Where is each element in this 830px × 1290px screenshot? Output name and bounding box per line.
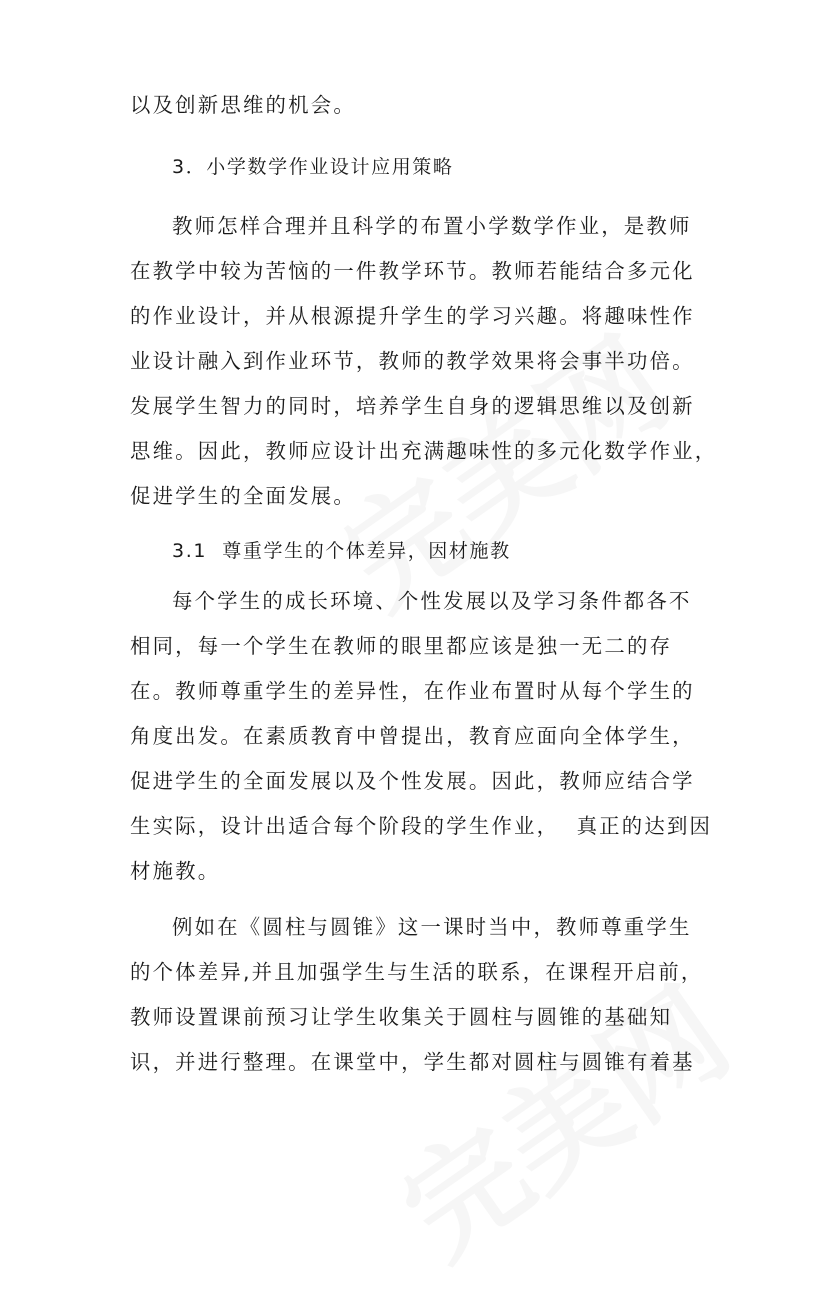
text-line: 识，并进行整理。在课堂中，学生都对圆柱与圆锥有着基 (130, 1050, 695, 1074)
text-line: 的作业设计，并从根源提升学生的学习兴趣。将趣味性作 (130, 304, 695, 328)
text-line: 生实际，设计出适合每个阶段的学生作业， 真正的达到因 (130, 814, 713, 838)
text-line: 相同，每一个学生在教师的眼里都应该是独一无二的存 (130, 634, 673, 658)
text-line: 促进学生的全面发展以及个性发展。因此，教师应结合学 (130, 769, 695, 793)
text-line: 在。教师尊重学生的差异性，在作业布置时从每个学生的 (130, 679, 695, 703)
text-line: 每个学生的成长环境、个性发展以及学习条件都各不 (172, 589, 692, 613)
subsection-heading: 3.1 尊重学生的个体差异，因材施教 (172, 540, 511, 562)
text-line: 业设计融入到作业环节，教师的教学效果将会事半功倍。 (130, 349, 695, 373)
text-line: 教师设置课前预习让学生收集关于圆柱与圆锥的基础知 (130, 1005, 673, 1029)
text-line: 的个体差异,并且加强学生与生活的联系，在课程开启前， (130, 960, 704, 984)
text-line: 在教学中较为苦恼的一件教学环节。教师若能结合多元化 (130, 259, 695, 283)
watermark (303, 292, 697, 639)
text-line: 促进学生的全面发展。 (130, 484, 356, 508)
text-line: 教师怎样合理并且科学的布置小学数学作业，是教师 (172, 214, 692, 238)
text-line: 材施教。 (130, 859, 221, 883)
watermark (363, 942, 757, 1289)
text-line: 以及创新思维的机会。 (130, 93, 356, 117)
text-line: 角度出发。在素质教育中曾提出，教育应面向全体学生， (130, 724, 695, 748)
section-heading: 3．小学数学作业设计应用策略 (172, 156, 454, 178)
text-line: 发展学生智力的同时，培养学生自身的逻辑思维以及创新 (130, 394, 695, 418)
text-line: 例如在《圆柱与圆锥》这一课时当中，教师尊重学生 (172, 915, 692, 939)
text-line: 思维。因此，教师应设计出充满趣味性的多元化数学作业， (130, 439, 718, 463)
